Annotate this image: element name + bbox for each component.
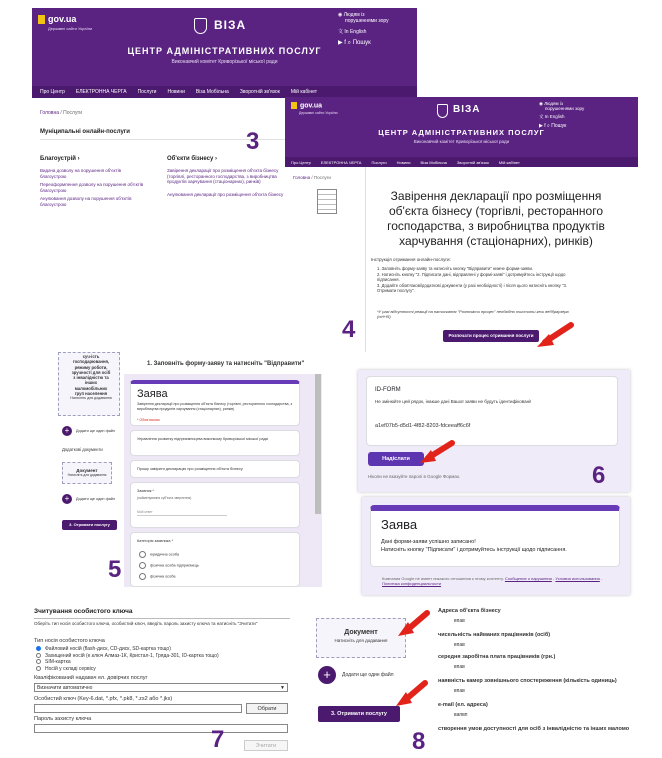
id-form-card (366, 376, 618, 446)
eye-icon: ◉ (539, 101, 545, 106)
viza-logo[interactable]: ВІЗА (453, 104, 481, 115)
password-label: Пароль захисту ключа (34, 716, 92, 722)
radio-button[interactable] (36, 666, 41, 671)
add-file-link[interactable]: Додати ще один файл (76, 497, 116, 501)
title-divider (34, 618, 290, 619)
accessibility-link[interactable]: ◉ Людям із порушеннями зору (338, 12, 389, 24)
start-process-button[interactable]: Розпочати процес отримання послуги (443, 330, 539, 342)
nav-about[interactable]: Про Центр (291, 159, 311, 165)
radio-button[interactable] (139, 573, 146, 580)
document-drop-card[interactable]: Документ Натисніть для додавання (62, 462, 112, 484)
privacy-link[interactable]: Политика конфиденциальности (382, 581, 442, 586)
media-option[interactable]: Файловий носій (flash-диск, CD-диск, SD-картка тощо) (36, 646, 219, 653)
arrow-pointer-icon (396, 610, 430, 638)
nav-news[interactable]: Новини (396, 159, 411, 165)
breadcrumb: Головна / Послуги (40, 110, 83, 116)
nav-cabinet[interactable]: Мій кабінет (290, 89, 318, 95)
translate-icon: 文 (539, 114, 545, 119)
applicant-question: Заявник * (найменування суб'єкта звернення) Мой ответ (130, 482, 300, 528)
panel-services-list (32, 102, 294, 217)
social-icons[interactable] (539, 123, 566, 129)
facebook-icon[interactable]: f (344, 40, 346, 46)
add-file-circle-button[interactable]: + (62, 494, 72, 504)
city-emblem-icon (194, 18, 207, 34)
field-row: наявність камер зовнішнього спостереження (кількість одиниць) впав (438, 678, 617, 694)
instructions-list (377, 266, 577, 294)
terms-link[interactable]: Условия использования (555, 576, 600, 581)
col2-title[interactable]: Об'єкти бізнесу › (167, 156, 217, 162)
add-file-circle-button[interactable]: + (62, 426, 72, 436)
viza-logo[interactable]: ВІЗА (214, 18, 247, 32)
nav-feedback[interactable]: Зворотній зв'язок (239, 89, 280, 95)
add-file-link[interactable]: Додати ще один файл (76, 429, 116, 433)
nav-feedback[interactable]: Зворотній зв'язок (456, 159, 489, 165)
browse-button[interactable]: Обрати (246, 703, 288, 714)
breadcrumb: Головна / Послуги (293, 175, 331, 180)
arrow-pointer-icon (418, 440, 456, 464)
gov-ua-logo[interactable]: gov.ua (38, 14, 76, 24)
media-options (36, 646, 219, 672)
social-icons[interactable] (338, 39, 371, 47)
form-scrollbar[interactable] (315, 374, 321, 514)
instruction-item: 3. Додайте обов'язкові/додаткові документи (у разі необхідності) і після цього натисніть кнопку "3. Отримати послугу". (377, 282, 567, 293)
step-number-7: 7 (211, 726, 225, 753)
field-row: Адреса об'єкта бізнесу впав (438, 608, 501, 624)
field-row: e-mail (ел. адреса) вапвп (438, 702, 488, 718)
document-drop-card[interactable]: Документ Натисніть для додавання (316, 618, 406, 658)
get-service-button[interactable]: 3. Отримати послугу (318, 706, 400, 722)
nav-services[interactable]: Послуги (137, 89, 157, 95)
radio-button[interactable] (139, 562, 146, 569)
form-instruction: 1. Заповніть форму-заяву та натисніть "Відправити" (147, 361, 305, 367)
recipient-card: Управління розвитку підприємництва виконкому Криворізької міської ради (130, 430, 300, 456)
confirmation-line1: Дані форми-заяви успішно записано! (381, 539, 476, 545)
col2-item[interactable]: Завірення декларації про розміщення об'єкта бізнесу (торгівлі, ресторанного господарства, з виробництва продуктів харчування (стаціонарних), ринків) (167, 168, 279, 184)
breadcrumb-current: Послуги (63, 110, 83, 116)
nav-cabinet[interactable]: Мій кабінет (498, 159, 520, 165)
eye-icon: ◉ (338, 12, 344, 18)
language-link[interactable]: 文 In English (338, 29, 367, 35)
breadcrumb-current: Послуги (313, 175, 331, 180)
media-option[interactable]: SIM-картка (36, 659, 219, 666)
col1-item[interactable]: Видача дозволу на порушення об'єктів благоустрою (40, 168, 122, 179)
read-button[interactable]: Зчитати (244, 740, 288, 751)
key-file-input[interactable] (34, 704, 242, 713)
page-title: ЦЕНТР АДМІНІСТРАТИВНИХ ПОСЛУГ (127, 46, 322, 56)
panel-form (52, 352, 324, 587)
page-subtitle: Виконавчий комітет Криворізької міської ради (171, 59, 278, 65)
google-footer: Компания Google не имеет никакого отношения к этому контенту. Сообщение о нарушении - Условия использования - Политика конфиденциальности (382, 576, 603, 586)
arrow-pointer-icon (535, 322, 575, 348)
password-warning: Ніколи не вказуйте паролі в Google Формах. (368, 474, 461, 479)
radio-button[interactable] (139, 551, 146, 558)
radio-button[interactable] (36, 646, 41, 651)
password-input[interactable] (34, 724, 288, 733)
arrow-pointer-icon (394, 680, 428, 708)
nav-about[interactable]: Про Центр (40, 89, 65, 95)
chevron-down-icon: ▼ (280, 685, 285, 691)
col1-title[interactable]: Благоустрій › (40, 156, 80, 162)
get-service-button[interactable]: 3. Отримати послугу (62, 520, 117, 530)
media-option[interactable]: Носій у складі сервісу (36, 666, 219, 673)
step-number-4: 4 (342, 316, 356, 343)
facebook-icon[interactable]: f (544, 123, 546, 129)
confirmation-title: Заява (381, 517, 418, 532)
confirmation-card (370, 505, 620, 567)
gov-ua-logo[interactable]: gov.ua (291, 102, 322, 109)
page-subtitle: Виконавчий комітет Криворізької міської ради (413, 139, 510, 144)
gov-ua-subtitle: Державні сайти України (299, 111, 338, 115)
main-nav (285, 157, 638, 167)
step-number-6: 6 (592, 462, 606, 489)
youtube-icon[interactable]: ▶ (338, 40, 343, 46)
city-emblem-icon (437, 104, 448, 118)
radio-button[interactable] (36, 653, 41, 658)
col1-item[interactable]: Переоформлення дозволу на порушення об'єктів благоустрою (40, 182, 144, 193)
gov-ua-icon (291, 102, 297, 109)
cache-note: *У разі відсутності реакції на натискання "Розпочати процес" необхідно очистити кеш веббраузера (ctrl+f5) (377, 309, 569, 319)
panel-fields-list (432, 606, 662, 746)
accessibility-link[interactable]: ◉ Людям із порушеннями зору (539, 101, 585, 111)
header-banner-main (32, 8, 417, 98)
panel-confirmation (362, 497, 630, 595)
id-form-hint: Не змінюйте цей рядок, інакше дані Вашої заяви не будуть ідентифіковані! (375, 399, 532, 404)
search-link[interactable]: Пошук (352, 40, 371, 46)
field-row: чисельність найманих працівників (осіб) впав (438, 632, 551, 648)
form-title: Заява (137, 388, 168, 400)
search-link[interactable]: Пошук (551, 123, 567, 129)
nav-services[interactable]: Послуги (371, 159, 387, 165)
applicant-input[interactable]: Мой ответ (137, 510, 227, 516)
ca-label: Кваліфікований надавач ел. довірчих послуг (34, 675, 148, 681)
key-instruction: Оберіть тип носія особистого ключа, особистий ключ, введіть пароль захисту ключа та натисніть "Зчитати" (34, 621, 258, 626)
form-header-card (130, 380, 300, 426)
category-question: Категорія заявника * юридична особа фізична особа-підприємець фізична особа (130, 532, 300, 587)
category-option[interactable]: юридична особа (139, 551, 179, 558)
add-file-circle-button[interactable]: + (318, 666, 336, 684)
radio-button[interactable] (36, 659, 41, 664)
breadcrumb-home[interactable]: Головна (40, 110, 59, 116)
left-docs-column (52, 352, 124, 587)
ca-select[interactable]: Визначити автоматично ▼ (34, 683, 288, 692)
confirmation-line2: Натисніть кнопку "Підписати" і дотримуйтесь інструкції щодо підписання. (381, 547, 567, 553)
key-label: Особистий ключ (Key-6.dat, *.pfx, *.pk8, *.zs2 або *.jks) (34, 696, 173, 702)
youtube-icon[interactable]: ▶ (539, 123, 543, 129)
id-form-value[interactable]: a1ef07b5-d5d1-4f82-8203-fdceeaff6c6f (375, 423, 471, 429)
language-link[interactable]: 文 In English (539, 114, 565, 119)
gov-ua-icon (38, 15, 45, 24)
field-row: середня заробітна плата працівників (грн.) впав (438, 654, 556, 670)
panel-submit (358, 370, 630, 492)
search-icon[interactable]: ⌕ (547, 123, 550, 129)
add-file-link[interactable]: Додати ще один файл (342, 672, 394, 678)
page-title: ЦЕНТР АДМІНІСТРАТИВНИХ ПОСЛУГ (378, 128, 545, 137)
id-form-label: ID-FORM (375, 387, 401, 393)
request-card: Прошу завірити декларацію про розміщення об'єкта бізнесу (130, 460, 300, 478)
nav-mobile[interactable]: Віза Мобільна (195, 89, 229, 95)
section-title: Муніципальні онлайн-послуги (40, 129, 130, 135)
panel-border (365, 167, 366, 352)
required-note: * Обов'язково (137, 418, 160, 422)
media-label: Тип носія особистого ключа (34, 638, 105, 644)
instruction-item: 1. Заповніть форму-заяву та натисніть кнопку "Відправити" нижче форми-заяви. (377, 266, 533, 271)
col2-item[interactable]: Анулювання декларації про розміщення об'єкта бізнесу (167, 192, 284, 197)
key-title: Зчитування особистого ключа (34, 608, 133, 615)
category-option[interactable]: фізична особа (139, 573, 175, 580)
nav-queue[interactable]: ЕЛЕКТРОННА ЧЕРГА (75, 89, 127, 95)
left-list: суч-ість господарювання, режиму роботи, зручності для осіб з інвалідністю та інших маломобільних груп населення Натисніть для додавання (70, 354, 112, 401)
media-option[interactable]: Захищений носій (е.ключ Алмаз-1К, Кристал-1, Гряда-301, ID-картка тощо) (36, 653, 219, 660)
panel-key-reading (32, 606, 290, 754)
submit-button[interactable]: Надіслати (368, 452, 424, 466)
nav-mobile[interactable]: Віза Мобільна (420, 159, 447, 165)
instructions-title: Інструкція отримання онлайн-послуги: (371, 257, 451, 262)
nav-news[interactable]: Новини (167, 89, 185, 95)
translate-icon: 文 (338, 29, 345, 35)
step-number-3: 3 (246, 128, 260, 155)
col1-item[interactable]: Анулювання дозволу на порушення об'єктів благоустрою (40, 196, 132, 207)
category-option[interactable]: фізична особа-підприємець (139, 562, 199, 569)
step-number-5: 5 (108, 556, 122, 583)
step-number-8: 8 (412, 728, 426, 755)
breadcrumb-home[interactable]: Головна (293, 175, 311, 180)
field-row: створення умов доступності для осіб з інвалідністю та інших маломо (438, 726, 630, 732)
header-banner-secondary (285, 97, 638, 167)
gov-ua-subtitle: Державні сайти України (48, 26, 93, 31)
panel-service-page (285, 167, 638, 352)
document-icon (317, 189, 337, 214)
form-description: Завірення декларації про розміщення об'єкта бізнесу (торгівлі, ресторанного господарства, з виробництва продуктів харчування (стаціонарних), ринків) (137, 402, 293, 411)
report-link[interactable]: Сообщение о нарушении (504, 576, 552, 581)
extra-docs-title: Додаткові документи (62, 447, 103, 452)
search-icon[interactable]: ⌕ (347, 40, 352, 46)
instruction-item: 2. Натисніть кнопку "2. Підписати дані, відправлені у формі-заяві" і дотримуйтесь інструкції щодо підписання. (377, 271, 566, 282)
nav-queue[interactable]: ЕЛЕКТРОННА ЧЕРГА (320, 159, 362, 165)
service-title: Завірення декларації про розміщення об'єкта бізнесу (торгівлі, ресторанного господарства, з виробництва продуктів харчування (стаціонарних), ринків) (387, 189, 605, 248)
